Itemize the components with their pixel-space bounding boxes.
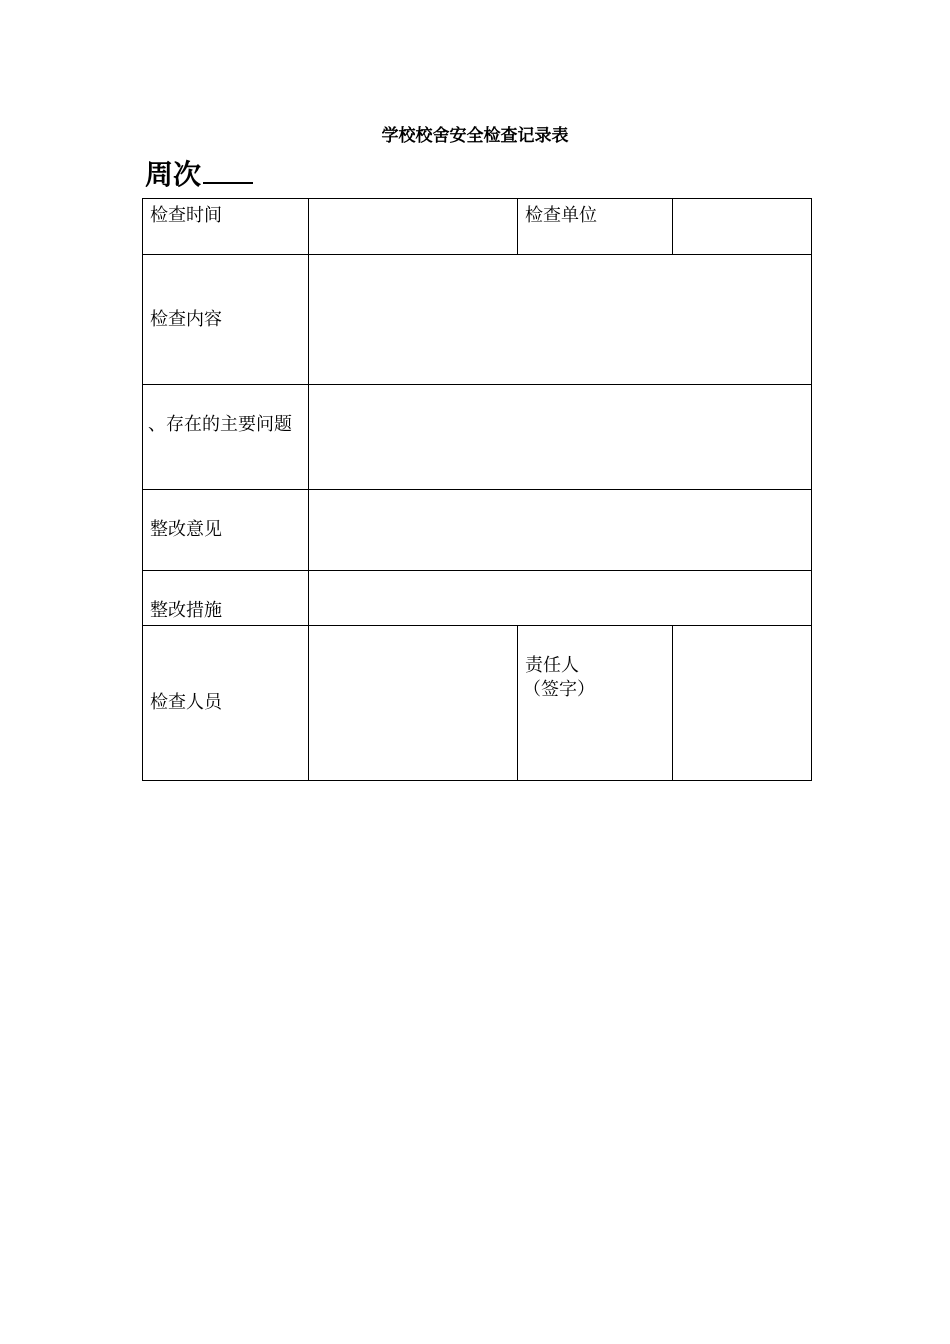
inspection-unit-value-cell [673, 199, 812, 255]
main-issues-label-cell [143, 385, 309, 490]
inspectors-label-cell [143, 626, 309, 781]
inspection-time-label: 检查时间 [150, 205, 222, 226]
rectification-measures-label: 整改措施 [150, 600, 222, 621]
document-title: 学校校舍安全检查记录表 [381, 126, 569, 146]
row-main-issues [143, 385, 812, 490]
inspectors-label: 检查人员 [150, 692, 222, 713]
inspection-record-table [142, 198, 812, 781]
week-label: 周次 [145, 158, 202, 191]
inspection-time-label-cell [143, 199, 309, 255]
rectification-opinion-label: 整改意见 [150, 519, 222, 540]
week-number-blank [203, 154, 253, 184]
inspectors-value-cell [309, 626, 518, 781]
rectification-opinion-value-cell [309, 490, 812, 571]
row-rectification-measures [143, 571, 812, 626]
main-issues-label: 、存在的主要问题 [148, 414, 292, 435]
rectification-measures-label-cell [143, 571, 309, 626]
row-rectification-opinion [143, 490, 812, 571]
signature-note: （签字） [523, 679, 595, 700]
responsible-person-label: 责任人 [525, 655, 579, 676]
inspection-unit-label: 检查单位 [525, 205, 597, 226]
responsible-person-value-cell [673, 626, 812, 781]
inspection-content-label-cell [143, 255, 309, 385]
row-time-unit [143, 199, 812, 255]
row-content [143, 255, 812, 385]
rectification-measures-value-cell [309, 571, 812, 626]
rectification-opinion-label-cell [143, 490, 309, 571]
responsible-person-label-cell [518, 626, 673, 781]
inspection-content-value-cell [309, 255, 812, 385]
inspection-content-label: 检查内容 [150, 308, 222, 330]
week-number-line [145, 154, 253, 195]
inspection-time-value-cell [309, 199, 518, 255]
row-inspectors [143, 626, 812, 781]
main-issues-value-cell [309, 385, 812, 490]
inspection-unit-label-cell [518, 199, 673, 255]
